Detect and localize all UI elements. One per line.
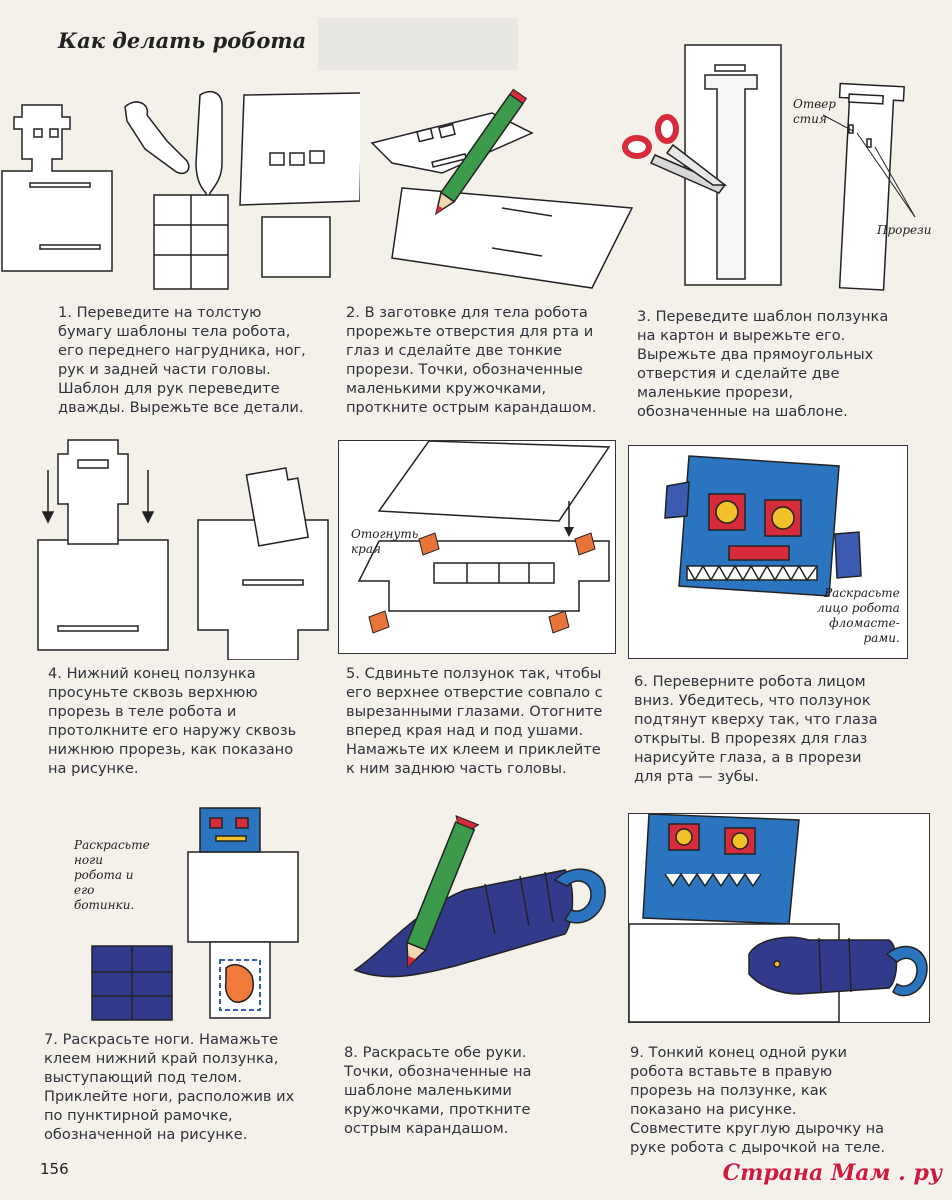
- step5-caption: 5. Сдвиньте ползунок так, чтобы его верхнее отверстие совпало с вырезанными глазами. Отогните вперед края над и под ушами. Намажьте их клеем и приклейте к ним заднюю часть головы.: [346, 665, 603, 777]
- step8-caption: 8. Раскрасьте обе руки. Точки, обозначенные на шаблоне маленькими кружочками, проткните острым карандашом.: [344, 1044, 532, 1137]
- step7-caption: 7. Раскрасьте ноги. Намажьте клеем нижний край ползунка, выступающий под телом. Приклейте ноги, расположив их по пунктирной рамочке, обозначенной на рисунке.: [44, 1031, 295, 1143]
- templates-drawing: [0, 85, 360, 295]
- arm-attach-drawing: [629, 814, 929, 1022]
- body-blank-drawing: [362, 88, 642, 298]
- step2-caption: 2. В заготовке для тела робота прорежьте отверстия для рта и глаз и сделайте две тонкие прорези. Точки, обозначенные маленькими кружочками, проткните острым карандашом.: [346, 304, 597, 416]
- step1-caption: 1. Переведите на толстую бумагу шаблоны тела робота, его переднего нагрудника, ног, рук и задней части головы. Шаблон для рук переведите дважды. Вырежьте все детали.: [58, 304, 306, 416]
- label-raskrasite-litso: Раскрасьте лицо робота фломасте- рами.: [817, 586, 900, 645]
- label-otverstiya-l1: Отвер: [793, 97, 836, 111]
- arm-coloring-drawing: [345, 810, 615, 1025]
- step6-caption: 6. Переверните робота лицом вниз. Убедитесь, что ползунок подтянут кверху так, что глаза открыты. В прорезях для глаз нарисуйте глаза, а в прорези для рта — зубы.: [634, 673, 878, 785]
- page-title: Как делать робота: [58, 28, 307, 53]
- step9-caption: 9. Тонкий конец одной руки робота вставьте в правую прорезь на ползунке, как показано на рисунке. Совместите круглую дырочку на руке робота с дырочкой на теле.: [630, 1044, 886, 1156]
- step3-caption: 3. Переведите шаблон ползунка на картон и вырежьте его. Вырежьте два прямоугольных отверстия и сделайте две маленькие прорези, обозначенные на шаблоне.: [637, 308, 889, 420]
- step5-illustration: [338, 440, 616, 654]
- slider-template-drawing: [615, 35, 945, 295]
- step4-illustration: [28, 430, 338, 660]
- faded-header-bleed: [318, 18, 518, 70]
- label-prorezi: Прорези: [877, 223, 932, 237]
- step8-illustration: [345, 810, 615, 1025]
- step9-illustration: [628, 813, 930, 1023]
- label-raskrasite-nogi: Раскрасьте ноги робота и его ботинки.: [74, 838, 150, 912]
- step4-caption: 4. Нижний конец ползунка просуньте сквозь верхнюю прорезь в теле робота и протолкните его наружу сквозь нижнюю прорезь, как показано на рисунке.: [48, 665, 297, 777]
- page-number: 156: [40, 1160, 69, 1178]
- watermark: Страна Мам . ру: [722, 1160, 942, 1186]
- slider-insert-drawing: [28, 430, 338, 660]
- label-otverstiya-l2: стия: [793, 112, 827, 126]
- label-otognut: Отогнуть края: [351, 527, 419, 556]
- step1-illustration: [0, 85, 360, 295]
- step2-illustration: [362, 88, 642, 298]
- step6-illustration: [628, 445, 908, 659]
- step3-illustration: [615, 35, 945, 295]
